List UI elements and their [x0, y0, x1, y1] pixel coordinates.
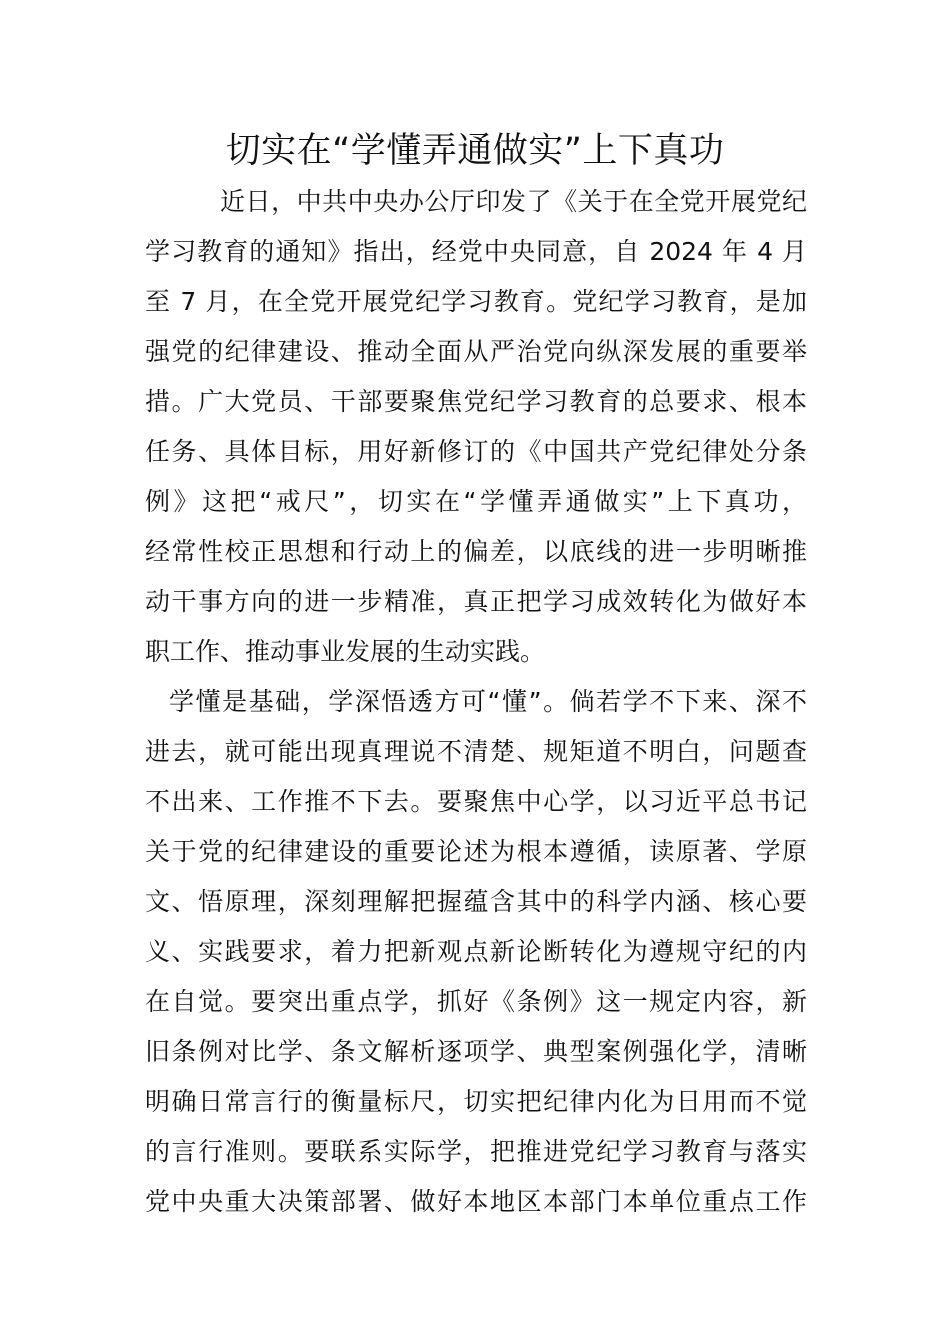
- paragraph-line: 关于党的纪律建设的重要论述为根本遵循，读原著、学原: [145, 837, 807, 866]
- paragraph-1: [145, 177, 807, 677]
- document-title: 切实在“学懂弄通做实”上下真功: [225, 131, 725, 171]
- paragraph-line: 动干事方向的进一步精准，真正把学习成效转化为做好本: [145, 587, 807, 616]
- paragraph-line: 党中央重大决策部署、做好本地区本部门本单位重点工作: [145, 1187, 807, 1216]
- paragraph-line: 任务、具体目标，用好新修订的《中国共产党纪律处分条: [145, 437, 807, 466]
- paragraph-line: 职工作、推动事业发展的生动实践。: [145, 637, 546, 666]
- paragraph-line: 在自觉。要突出重点学，抓好《条例》这一规定内容，新: [145, 987, 807, 1016]
- paragraph-line: 文、悟原理，深刻理解把握蕴含其中的科学内涵、核心要: [145, 887, 807, 916]
- paragraph-2: [145, 677, 807, 1227]
- paragraph-line: 学习教育的通知》指出，经党中央同意，自 2024 年 4 月: [145, 237, 807, 266]
- paragraph-line: 旧条例对比学、条文解析逐项学、典型案例强化学，清晰: [145, 1037, 807, 1066]
- paragraph-line: 义、实践要求，着力把新观点新论断转化为遵规守纪的内: [145, 937, 807, 966]
- paragraph-line: 经常性校正思想和行动上的偏差，以底线的进一步明晰推: [145, 537, 807, 566]
- paragraph-line: 的言行准则。要联系实际学，把推进党纪学习教育与落实: [145, 1137, 807, 1166]
- paragraph-line: 明确日常言行的衡量标尺，切实把纪律内化为日用而不觉: [145, 1087, 807, 1116]
- paragraph-line: 不出来、工作推不下去。要聚焦中心学，以习近平总书记: [145, 787, 807, 816]
- paragraph-line: 措。广大党员、干部要聚焦党纪学习教育的总要求、根本: [145, 387, 807, 416]
- paragraph-line: 进去，就可能出现真理说不清楚、规矩道不明白，问题查: [145, 737, 807, 766]
- paragraph-line: 至 7 月，在全党开展党纪学习教育。党纪学习教育，是加: [145, 287, 807, 316]
- paragraph-line: 近日，中共中央办公厅印发了《关于在全党开展党纪: [220, 187, 807, 216]
- document-body: [145, 177, 807, 1227]
- paragraph-line: 例》这把“戒尺”，切实在“学懂弄通做实”上下真功，: [145, 487, 807, 516]
- paragraph-line: 强党的纪律建设、推动全面从严治党向纵深发展的重要举: [145, 337, 807, 366]
- paragraph-line: 学懂是基础，学深悟透方可“懂”。倘若学不下来、深不: [169, 687, 807, 716]
